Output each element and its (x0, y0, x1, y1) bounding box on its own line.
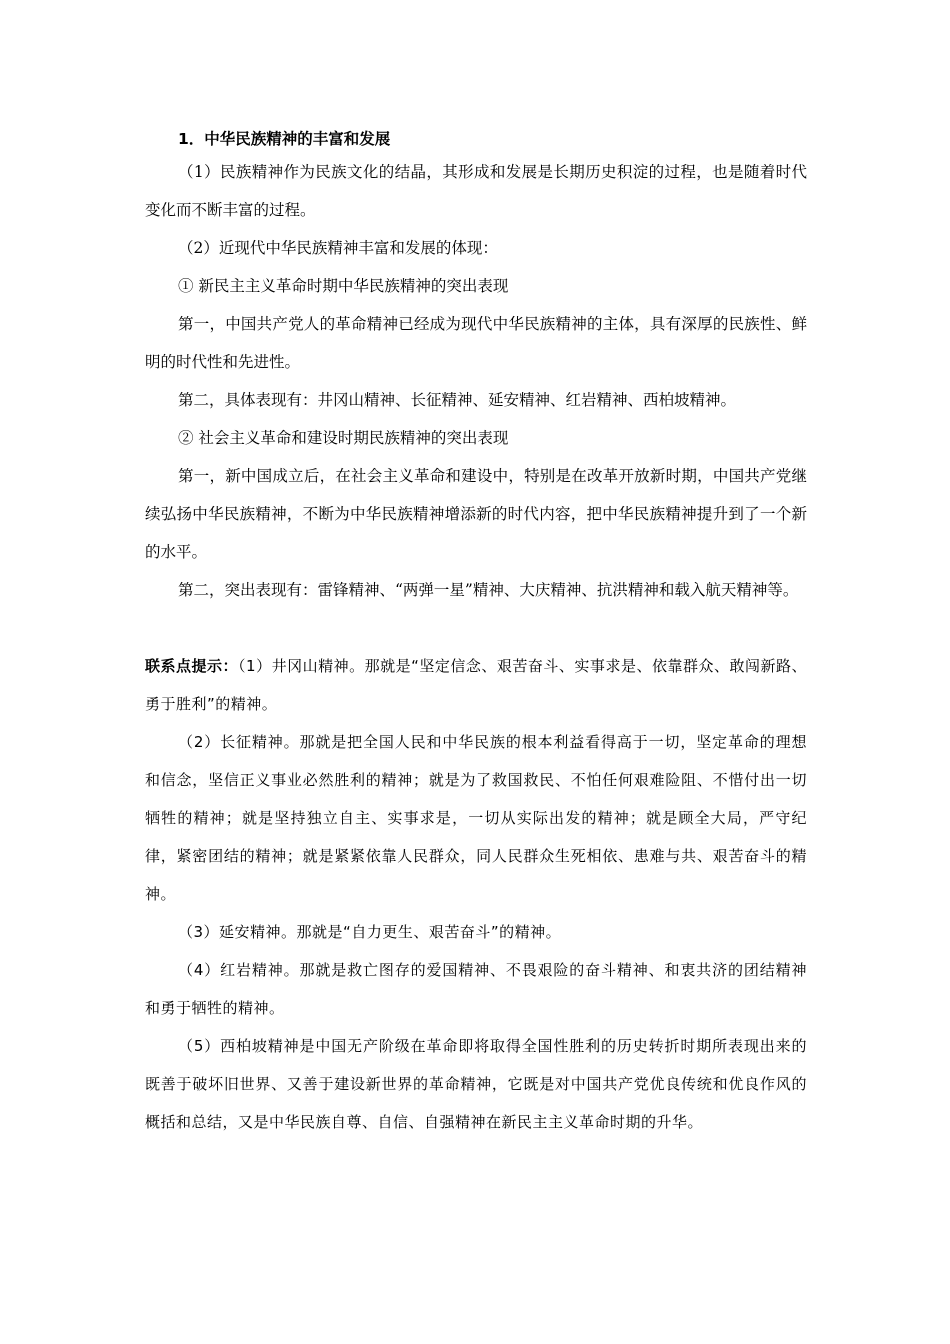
paragraph-5: 第二，具体表现有：井冈山精神、长征精神、延安精神、红岩精神、西柏坡精神。 (178, 391, 737, 409)
paragraph-2: （2）近现代中华民族精神丰富和发展的体现： (178, 239, 498, 257)
tips-label: 联系点提示： (145, 657, 239, 675)
tip-1-paragraph (145, 647, 807, 723)
tip-3-paragraph: （3）延安精神。那就是“自力更生、艰苦奋斗”的精神。 (178, 923, 562, 941)
paragraph-6: ② 社会主义革命和建设时期民族精神的突出表现 (178, 429, 509, 447)
paragraph-4: 第一，中国共产党人的革命精神已经成为现代中华民族精神的主体，具有深厚的民族性、鲜明的时代性和先进性。 (145, 315, 807, 371)
tips-section (145, 647, 807, 1141)
paragraph-3: ① 新民主主义革命时期中华民族精神的突出表现 (178, 277, 509, 295)
paragraph-8: 第二，突出表现有：雷锋精神、“两弹一星”精神、大庆精神、抗洪精神和载入航天精神等。 (178, 581, 799, 599)
paragraph-7: 第一，新中国成立后，在社会主义革命和建设中，特别是在改革开放新时期，中国共产党继续弘扬中华民族精神，不断为中华民族精神增添新的时代内容，把中华民族精神提升到了一个新的水平。 (145, 467, 807, 561)
tip-2-paragraph: （2）长征精神。那就是把全国人民和中华民族的根本利益看得高于一切，坚定革命的理想和信念，坚信正义事业必然胜利的精神；就是为了救国救民、不怕任何艰难险阻、不惜付出一切牺牲的精神；就是坚持独立自主、实事求是，一切从实际出发的精神；就是顾全大局，严守纪律，紧密团结的精神；就是紧紧依靠人民群众，同人民群众生死相依、患难与共、艰苦奋斗的精神。 (145, 733, 807, 903)
tip-1-text: （1）井冈山精神。那就是“坚定信念、艰苦奋斗、实事求是、依靠群众、敢闯新路、勇于胜利”的精神。 (145, 657, 807, 713)
tip-5-paragraph: （5）西柏坡精神是中国无产阶级在革命即将取得全国性胜利的历史转折时期所表现出来的既善于破坏旧世界、又善于建设新世界的革命精神，它既是对中国共产党优良传统和优良作风的概括和总结，又是中华民族自尊、自信、自强精神在新民主主义革命时期的升华。 (145, 1037, 807, 1131)
section-body (145, 153, 807, 609)
paragraph-1: （1）民族精神作为民族文化的结晶，其形成和发展是长期历史积淀的过程，也是随着时代变化而不断丰富的过程。 (145, 163, 807, 219)
section-heading: 1．中华民族精神的丰富和发展 (178, 130, 391, 148)
tip-4-paragraph: （4）红岩精神。那就是救亡图存的爱国精神、不畏艰险的奋斗精神、和衷共济的团结精神和勇于牺牲的精神。 (145, 961, 807, 1017)
